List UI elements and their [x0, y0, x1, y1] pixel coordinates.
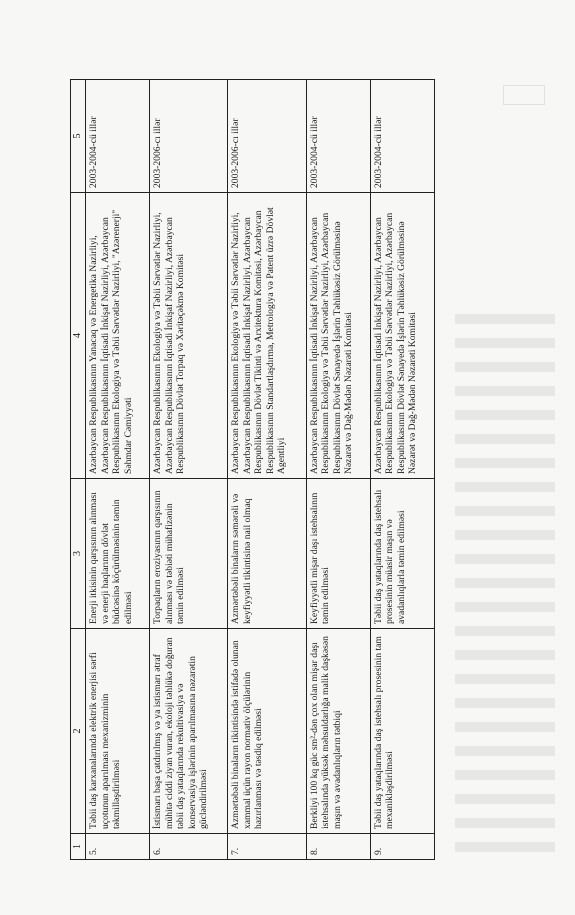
measure-cell: Berkliyi 100 kq güc sm²-dən çox olan mişar daşı istehsalında yüksək məhsuldarlığa malik daşkəsən maşın və avadanlıqların tətbiqi [306, 629, 370, 834]
row-number: 5. [86, 834, 150, 860]
row-number: 9. [370, 834, 434, 860]
table-row [228, 80, 306, 860]
row-number: 6. [150, 834, 228, 860]
measure-cell: Təbii daş yataqlarında daş istehsalı prosesinin tam mexanikləşdirilməsi [370, 629, 434, 834]
goal-cell: Enerji itkisinin qarşısının alınması və enerji haqlarının dövlət büdcəsinə köçürülməsinin təmin edilməsi [86, 479, 150, 629]
scan-artifact [503, 85, 545, 105]
header-col-3: 3 [71, 479, 86, 629]
header-col-2: 2 [71, 629, 86, 834]
header-col-5: 5 [71, 80, 86, 193]
goal-cell: Keyfiyyətli mişar daşı istehsalının təmin edilməsi [306, 479, 370, 629]
back-page-bleed-through [455, 300, 555, 860]
goal-cell: Təbii daş yataqlarında daş istehsalı prosesinin müasir maşın və avadanlıqlarla təmin edilməsi [370, 479, 434, 629]
header-col-1: 1 [71, 834, 86, 860]
row-number: 7. [228, 834, 306, 860]
table-row [370, 80, 434, 860]
rotated-table-wrapper [70, 80, 435, 860]
executors-cell: Azərbaycan Respublikasının Yanacaq və Energetika Nazirliyi, Azərbaycan Respublikasının İqtisadi İnkişaf Nazirliyi, Azərbaycan Respublikasının Ekologiya və Təbii Sərvətlər Nazirliyi, "Azərenerji" Səhmdar Cəmiyyəti [86, 193, 150, 479]
measure-cell: İstismarı başa çatdırılmış və ya istismarı ətraf mühitə ciddi ziyan vuran, ekoloji təhlükə doğuran təbii daş yataqlarında rekultivasiya və konservasiya işlərinin aparılmasına nəzarətin gücləndirilməsi [150, 629, 228, 834]
period-cell: 2003-2006-cı illər [228, 80, 306, 193]
executors-cell: Azərbaycan Respublikasının İqtisadi İnkişaf Nazirliyi, Azərbaycan Respublikasının Ekologiya və Təbii Sərvətlər Nazirliyi, Azərbaycan Respublikasının Dövlət Sənayedə İşlərin Təhlükəsiz Görülməsinə Nəzarət və Dağ-Mədən Nəzarəti Komitəsi [370, 193, 434, 479]
executors-cell: Azərbaycan Respublikasının Ekologiya və Təbii Sərvətlər Nazirliyi, Azərbaycan Respublikasının İqtisadi İnkişaf Nazirliyi, Azərbaycan Respublikasının Dövlət Tikinti və Arxitektura Komitəsi, Azərbaycan Respublikasının Standartlaşdırma, Metrologiya və Patent üzrə Dövlət Agentliyi [228, 193, 306, 479]
measure-cell: Azmərtəbəli binaların tikintisində istifadə olunan xammal üçün rayon normativ ölçülərinin hazırlanması və təsdiq edilməsi [228, 629, 306, 834]
table-header [71, 80, 86, 860]
table-row [150, 80, 228, 860]
goal-cell: Azmərtəbəli binaların səmərəli və keyfiyyətli tikintisinə nail olmaq [228, 479, 306, 629]
measure-cell: Təbii daş karxanalarında elektrik enerjisi sərfi uçotunun aparılması mexanizminin təkmilləşdirilməsi [86, 629, 150, 834]
executors-cell: Azərbaycan Respublikasının İqtisadi İnkişaf Nazirliyi, Azərbaycan Respublikasının Ekologiya və Təbii Sərvətlər Nazirliyi, Azərbaycan Respublikasının Dövlət Sənayedə İşlərin Təhlükəsiz Görülməsinə Nəzarət və Dağ-Mədən Nəzarəti Komitəsi [306, 193, 370, 479]
executors-cell: Azərbaycan Respublikasının Ekologiya və Təbii Sərvətlər Nazirliyi, Azərbaycan Respublikasının İqtisadi İnkişaf Nazirliyi, Azərbaycan Respublikasının Dövlət Torpaq və Xəritəçəkmə Komitəsi [150, 193, 228, 479]
table-row [306, 80, 370, 860]
period-cell: 2003-2006-cı illər [150, 80, 228, 193]
table-row [86, 80, 150, 860]
period-cell: 2003-2004-cü illər [86, 80, 150, 193]
row-number: 8. [306, 834, 370, 860]
goal-cell: Torpaqların eroziyasının qarşısının alınması və təbiəti mühafizənin təmin edilməsi [150, 479, 228, 629]
measures-table [70, 79, 435, 860]
period-cell: 2003-2004-cü illər [370, 80, 434, 193]
period-cell: 2003-2004-cü illər [306, 80, 370, 193]
header-col-4: 4 [71, 193, 86, 479]
